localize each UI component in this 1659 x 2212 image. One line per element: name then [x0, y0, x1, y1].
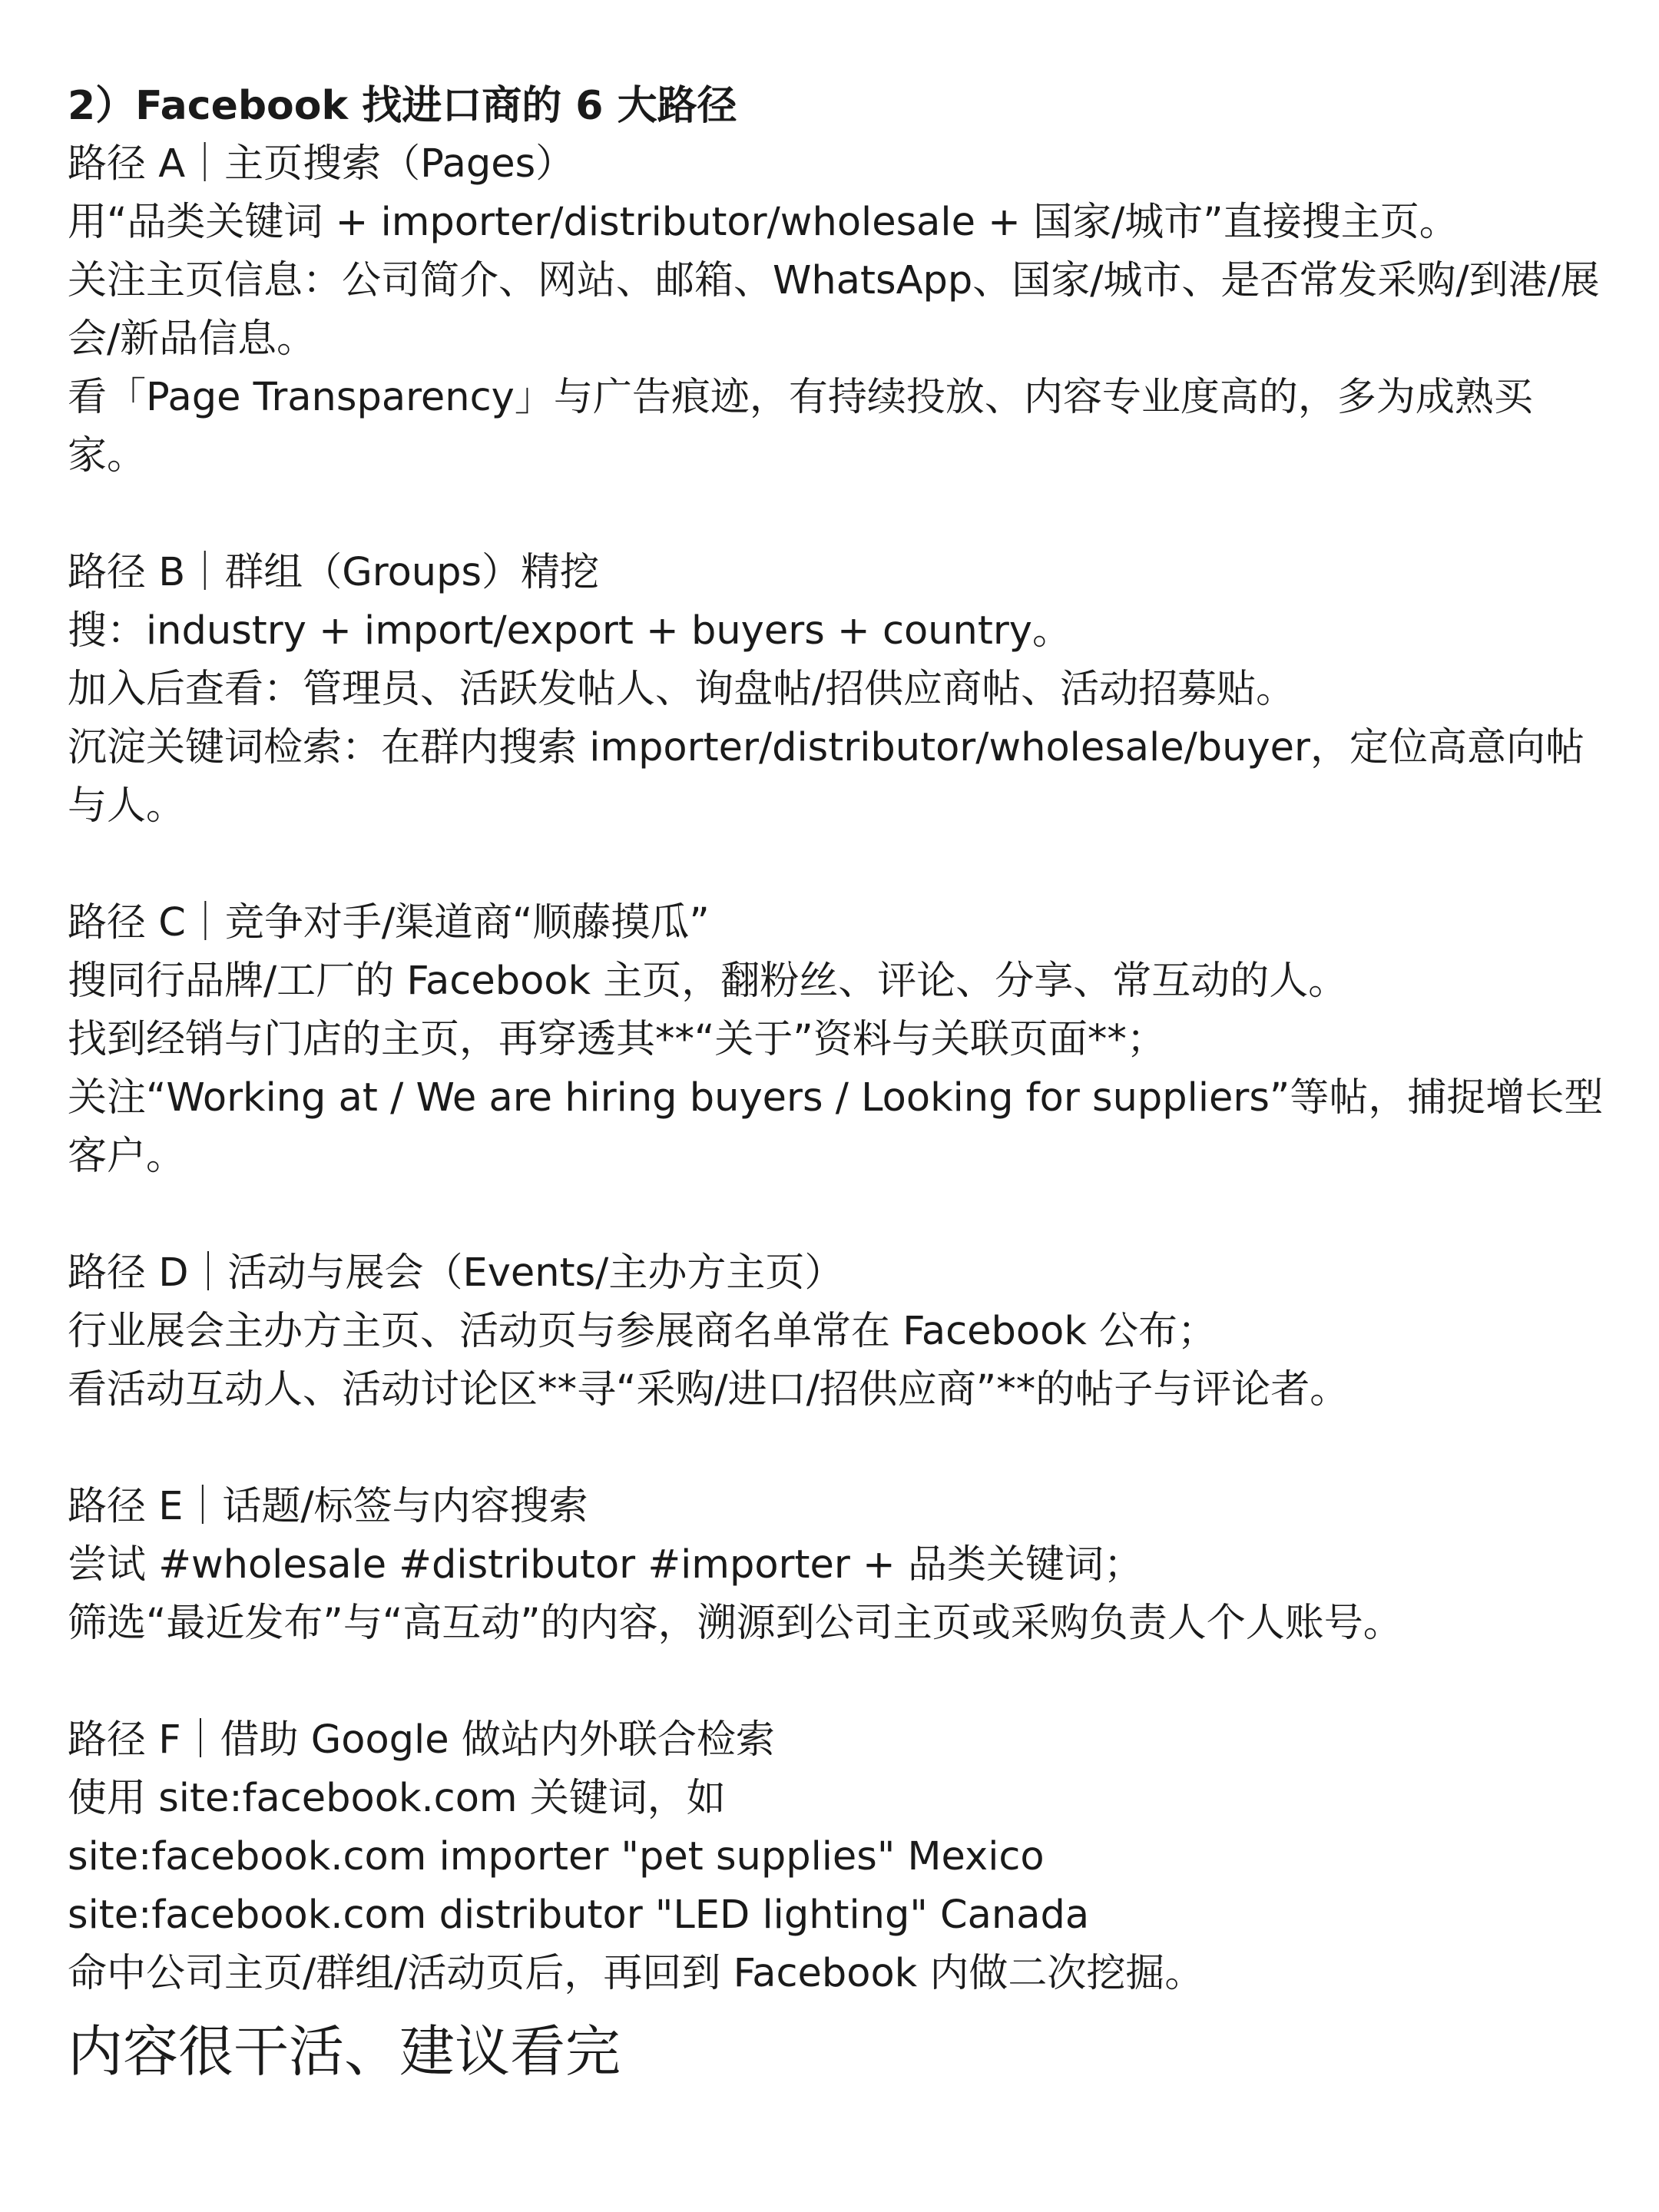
- section-line: 关注“Working at / We are hiring buyers / Looking for suppliers”等帖，捕捉增长型客户。: [68, 1075, 1604, 1179]
- section-line: site:facebook.com importer "pet supplies" Mexico: [68, 1834, 1045, 1879]
- section-line: 沉淀关键词检索：在群内搜索 importer/distributor/wholesale/buyer，定位高意向帖与人。: [68, 725, 1584, 829]
- section-path-f: [68, 1711, 1604, 2003]
- section-line: 看「Page Transparency」与广告痕迹，有持续投放、内容专业度高的，多为成熟买家。: [68, 375, 1533, 478]
- section-path-e: [68, 1478, 1604, 1653]
- section-line: 加入后查看：管理员、活跃发帖人、询盘帖/招供应商帖、活动招募贴。: [68, 667, 1296, 712]
- section-path-b: [68, 544, 1604, 836]
- section-title: 路径 C｜竞争对手/渠道商“顺藤摸瓜”: [68, 900, 710, 945]
- section-line: 筛选“最近发布”与“高互动”的内容，溯源到公司主页或采购负责人个人账号。: [68, 1601, 1402, 1646]
- section-line: 搜同行品牌/工厂的 Facebook 主页，翻粉丝、评论、分享、常互动的人。: [68, 959, 1348, 1004]
- section-line: 搜：industry + import/export + buyers + country。: [68, 608, 1071, 654]
- section-path-c: [68, 894, 1604, 1186]
- section-title: 路径 F｜借助 Google 做站内外联合检索: [68, 1717, 775, 1763]
- section-path-d: [68, 1244, 1604, 1419]
- section-line: 使用 site:facebook.com 关键词，如: [68, 1776, 726, 1821]
- section-line: 行业展会主办方主页、活动页与参展商名单常在 Facebook 公布；: [68, 1309, 1217, 1354]
- section-title: 路径 A｜主页搜索（Pages）: [68, 141, 575, 187]
- document-heading: 2）Facebook 找进口商的 6 大路径: [68, 83, 737, 129]
- section-path-a: [68, 135, 1604, 485]
- section-title: 路径 D｜活动与展会（Events/主办方主页）: [68, 1250, 844, 1296]
- document-body: [68, 77, 1604, 2094]
- section-line: 找到经销与门店的主页，再穿透其**“关于”资料与关联页面**；: [68, 1017, 1166, 1062]
- section-line: 关注主页信息：公司简介、网站、邮箱、WhatsApp、国家/城市、是否常发采购/到港/展会/新品信息。: [68, 258, 1600, 362]
- section-title: 路径 B｜群组（Groups）精挖: [68, 550, 600, 595]
- section-line: site:facebook.com distributor "LED lighting" Canada: [68, 1892, 1090, 1938]
- section-line: 看活动互动人、活动讨论区**寻“采购/进口/招供应商”**的帖子与评论者。: [68, 1367, 1349, 1412]
- footer-note: 内容很干活、建议看完: [68, 2019, 621, 2084]
- section-line: 用“品类关键词 + importer/distributor/wholesale + 国家/城市”直接搜主页。: [68, 200, 1459, 245]
- section-title: 路径 E｜话题/标签与内容搜索: [68, 1484, 588, 1529]
- section-line: 尝试 #wholesale #distributor #importer + 品类关键词；: [68, 1542, 1143, 1588]
- section-line: 命中公司主页/群组/活动页后，再回到 Facebook 内做二次挖掘。: [68, 1951, 1204, 1996]
